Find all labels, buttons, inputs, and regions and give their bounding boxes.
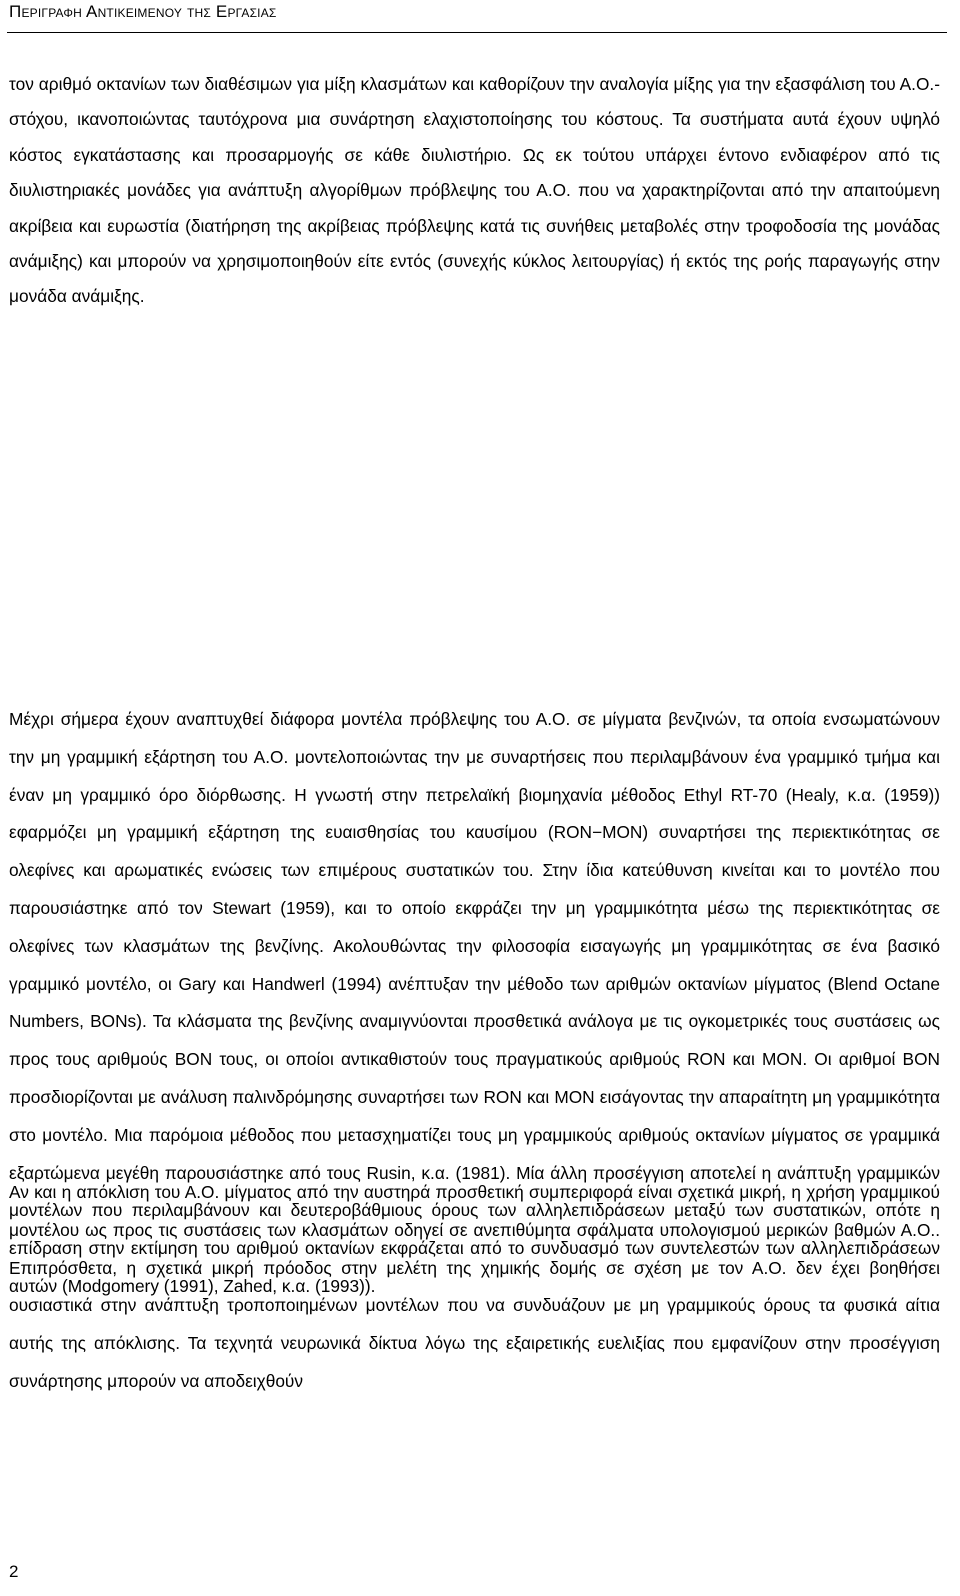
paragraph-2: Μέχρι σήμερα έχουν αναπτυχθεί διάφορα μοντέλα πρόβλεψης του Α.Ο. σε μίγματα βενζινών, τα οποία ενσωματώνουν την μη γραμμική εξάρτηση του Α.Ο. μοντελοποιώντας την με συναρτήσεις που περιλαμβάνουν ένα γραμμικό τμήμα και έναν μη γραμμικό όρο διόρθωσης. Η γνωστή στην πετρελαϊκή βιομηχανία μέθοδος Ethyl RT-70 (Healy, κ.α. (1959)) εφαρμόζει μη γραμμική εξάρτηση της ευαισθησίας του καυσίμου (RON−MON) συναρτήσει της περιεκτικότητας σε ολεφίνες και αρωματικές ενώσεις των επιμέρους συστατικών του. Στην ίδια κατεύθυνση κινείται και το μοντέλο που παρουσιάστηκε από τον Stewart (1959), και το οποίο εκφράζει την μη γραμμικότητα μέσω της περιεκτικότητας σε ολεφίνες των κλασμάτων της βενζίνης. Ακολουθώντας την φιλοσοφία εισαγωγής μη γραμμικότητας σε ένα βασικό γραμμικό μοντέλο, οι Gary και Handwerl (1994) ανέπτυξαν την μέθοδο των αριθμών οκτανίων μίγματος (Blend Octane Numbers, BONs). Τα κλάσματα της βενζίνης αναμιγνύονται προσθετικά ανάλογα με τις ογκομετρικές τους συστάσεις ως προς τους αριθμούς BON τους, οι οποίοι αντικαθιστούν τους πραγματικούς αριθμούς RON και MON. Οι αριθμοί BON προσδιορίζονται με ανάλυση παλινδρόμησης συναρτήσει των RON και MON εισάγοντας την απαραίτητη μη γραμμικότητα στο μοντέλο. Μια παρόμοια μέθοδος που μετασχηματίζει τους μη γραμμικούς αριθμούς οκτανίων μίγματος σε γραμμικά εξαρτώμενα μεγέθη παρουσιάστηκε από τους Rusin, κ.α. (1981). Μία άλλη προσέγγιση αποτελεί η ανάπτυξη γραμμικών μοντέλων που περιλαμβάνουν και δευτεροβάθμιους όρους των αλληλεπιδράσεων μεταξύ των συστατικών, οπότε η επίδραση στην εκτίμηση του αριθμού οκτανίων εκφράζεται από το συνδυασμό των συντελεστών των αλληλεπιδράσεων αυτών (Modgomery (1991), Zahed, κ.α. (1993)). <box>9 709 940 1296</box>
running-header: Περιγραφη Αντικειμενου της Εργασιας <box>9 2 277 21</box>
paragraph-1: τον αριθμό οκτανίων των διαθέσιμων για μίξη κλασμάτων και καθορίζουν την αναλογία μίξης για την εξασφάλιση του Α.Ο.-στόχου, ικανοποιώντας ταυτόχρονα μια συνάρτηση ελαχιστοποίησης του κόστους. Τα συστήματα αυτά έχουν υψηλό κόστος εγκατάστασης και προσαρμογής σε κάθε διυλιστήριο. Ως εκ τούτου υπάρχει έντονο ενδιαφέρον από τις διυλιστηριακές μονάδες για ανάπτυξη αλγορίθμων πρόβλεψης του Α.Ο. που να χαρακτηρίζονται από την απαιτούμενη ακρίβεια και ευρωστία (διατήρηση της ακρίβειας πρόβλεψης κατά τις συνήθεις μεταβολές στην τροφοδοσία της μονάδας ανάμιξης) και μπορούν να χρησιμοποιηθούν είτε εντός (συνεχής κύκλος λειτουργίας) ή εκτός της ροής παραγωγής στην μονάδα ανάμιξης. <box>9 74 940 307</box>
page-number: 2 <box>9 1562 19 1581</box>
header-rule <box>7 32 947 33</box>
paragraph-3: Αν και η απόκλιση του Α.Ο. μίγματος από την αυστηρά προσθετική συμπεριφορά είναι σχετικά μικρή, η χρήση γραμμικού μοντέλου ως προς τις συστάσεις των κλασμάτων οδηγεί σε ανεπιθύμητα σφάλματα υπολογισμού μερικών βαθμών Α.Ο.. Επιπρόσθετα, η σχετικά μικρή πρόοδος στην μελέτη της χημικής δομής σε σχέση με τον Α.Ο. δεν έχει βοηθήσει ουσιαστικά στην ανάπτυξη τροποποιημένων μοντέλων που να συνδυάζουν με μη γραμμικούς όρους τα φυσικά αίτια αυτής της απόκλισης. Τα τεχνητά νευρωνικά δίκτυα λόγω της εξαιρετικής ευελιξίας που εμφανίζουν στην προσέγγιση συνάρτησης μπορούν να αποδειχθούν <box>9 1182 940 1391</box>
